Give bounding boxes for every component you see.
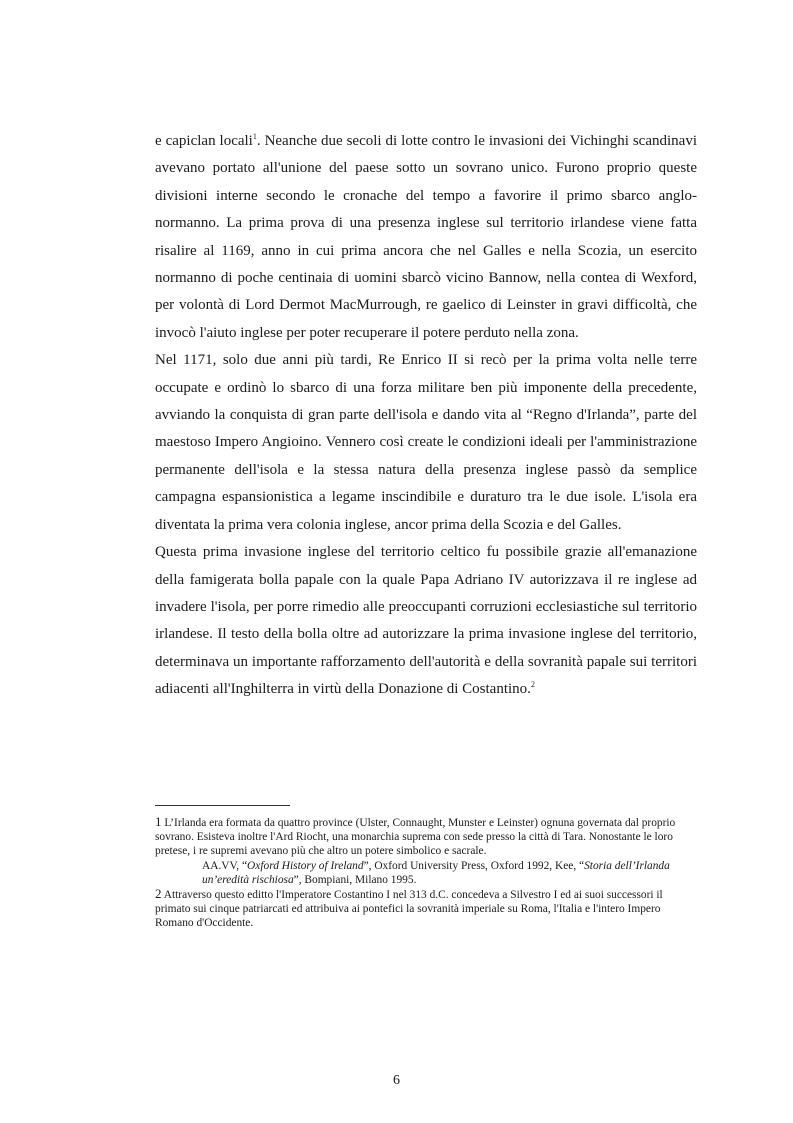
footnote-1-number: 1	[155, 814, 162, 829]
paragraph-1-rest: . Neanche due secoli di lotte contro le invasioni dei Vichinghi scandinavi avevano portato all'unione del paese sotto un sovrano unico. Furono proprio queste divisioni interne secondo le cronache del tempo a favorire il primo sbarco anglo-normanno. La prima prova di una presenza inglese sul territorio irlandese viene fatta risalire al 1169, anno in cui prima ancora che nel Galles e nella Scozia, un esercito normanno di poche centinaia di uomini sbarcò vicino Bannow, nella contea di Wexford, per volontà di Lord Dermot MacMurrough, re gaelico di Leinster in gravi difficoltà, che invocò l'aiuto inglese per poter recuperare il potere perduto nella zona.	[155, 133, 697, 341]
source-title-2: Storia dell’Irlanda un’eredità rischiosa	[202, 859, 670, 886]
paragraph-3	[155, 539, 697, 703]
footnote-2-number: 2	[155, 886, 162, 902]
paragraph-2: Nel 1171, solo due anni più tardi, Re Enrico II si recò per la prima volta nelle terre occupate e ordinò lo sbarco di una forza militare ben più imponente della precedente, avviando la conquista di gran parte dell'isola e dando vita al “Regno d'Irlanda”, parte del maestoso Impero Angioino. Vennero così create le condizioni ideali per l'amministrazione permanente dell'isola e la stessa natura della presenza inglese passò da semplice campagna espansionistica a legame inscindibile e duraturo tra le due isole. L'isola era diventata la prima vera colonia inglese, ancor prima della Scozia e del Galles.	[155, 352, 697, 533]
footnote-ref-1: 1	[252, 132, 257, 141]
paragraph-1-start: e capiclan locali	[155, 133, 253, 149]
footnote-1-source	[155, 859, 697, 887]
footnote-2-text: Attraverso questo editto l'Imperatore Costantino I nel 313 d.C. concedeva a Silvestro I ed ai suoi successori il primato sui cinque patriarcati ed attribuiva ai pontefici la sovranità imperiale su Roma, l'Italia e l'intero Impero Romano d'Occidente.	[155, 889, 663, 930]
paragraph-1	[155, 128, 697, 347]
source-middle: ”, Oxford University Press, Oxford 1992, Kee, “	[363, 859, 585, 872]
footnote-1-text: L’Irlanda era formata da quattro province (Ulster, Connaught, Munster e Leinster) ognuna governata dal proprio sovrano. Esisteva inoltre l'Ard Riocht, una monarchia suprema con sede presso la città di Tara. Nonostante le loro pretese, i re supremi avevano più che altro un potere simbolico e sacrale.	[155, 817, 676, 858]
source-prefix: AA.VV, “	[202, 859, 248, 872]
footnotes	[155, 815, 697, 931]
main-text	[155, 128, 697, 704]
paragraph-3-text: Questa prima invasione inglese del territorio celtico fu possibile grazie all'emanazione della famigerata bolla papale con la quale Papa Adriano IV autorizzava il re inglese ad invadere l'isola, per porre rimedio alle preoccupanti corruzioni ecclesiastiche sul territorio irlandese. Il testo della bolla oltre ad autorizzare la prima invasione inglese del territorio, determinava un importante rafforzamento dell'autorità e della sovranità papale sui territori adiacenti all'Inghilterra in virtù della Donazione di Costantino.	[155, 544, 697, 698]
footnote-ref-2: 2	[530, 680, 535, 690]
footnote-separator	[155, 805, 290, 806]
source-title-1: Oxford History of Ireland	[247, 859, 364, 872]
page-number: 6	[393, 1073, 400, 1088]
source-suffix: ”, Bompiani, Milano 1995.	[293, 873, 417, 886]
footnote-2	[155, 887, 697, 931]
footnote-1	[155, 815, 697, 859]
